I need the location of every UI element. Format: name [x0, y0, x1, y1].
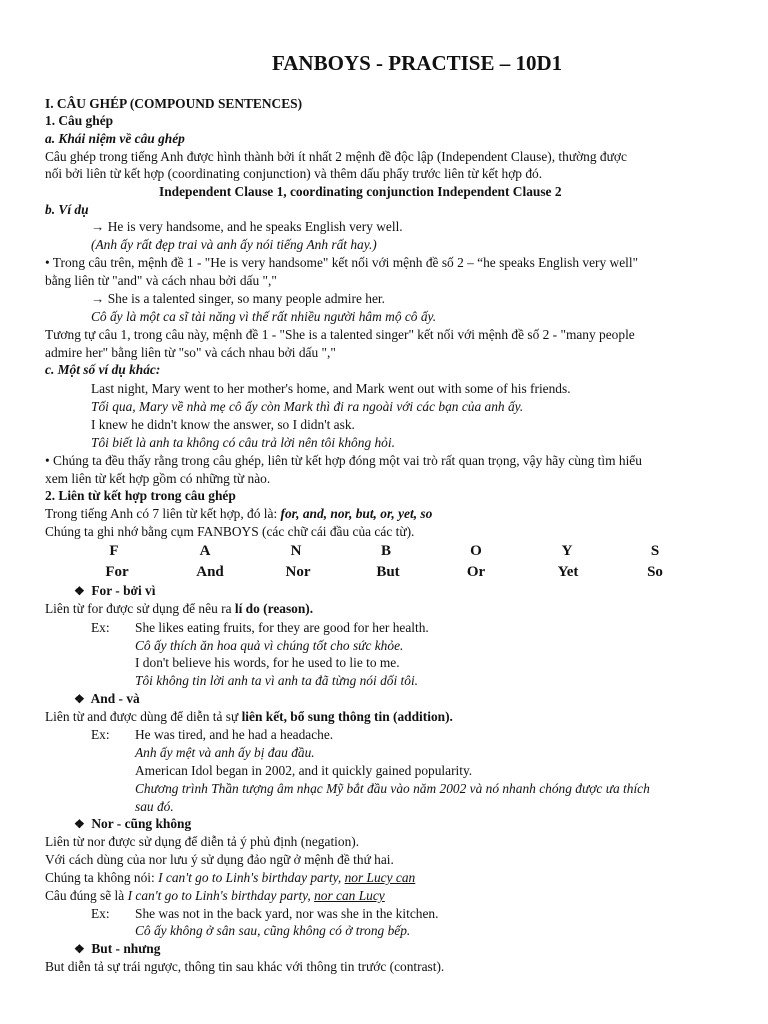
fanboys-letter: F — [109, 543, 119, 559]
ex-label: Ex: — [91, 727, 110, 742]
explanation-text: • Trong câu trên, mệnh đề 1 - "He is very handsome" kết nối với mệnh đề số 2 – “he speaks English very well" — [45, 255, 639, 270]
example-en: She likes eating fruits, for they are good for her health. — [135, 620, 429, 635]
fanboys-word: Nor — [285, 564, 311, 580]
nor-right-example — [45, 887, 385, 904]
conjunction-list — [45, 505, 432, 522]
ex-label: Ex: — [91, 906, 110, 921]
fanboys-letter: A — [199, 543, 211, 559]
diamond-bullet-icon: ❖ — [74, 942, 85, 956]
example-vi: sau đó. — [135, 799, 174, 814]
nor-wrong-example — [45, 869, 415, 886]
conjunction-intro: Trong tiếng Anh có 7 liên từ kết hợp, đó là: — [45, 506, 281, 521]
fanboys-word: But — [376, 564, 400, 580]
note-text: • Chúng ta đều thấy rằng trong câu ghép, liên từ kết hợp đóng một vai trò rất quan trọng, vậy hãy cùng tìm hiểu — [45, 453, 642, 468]
page-title: FANBOYS - PRACTISE – 10D1 — [272, 51, 563, 75]
example-vi: Cô ấy là một ca sĩ tài năng vì thế rất nhiều người hâm mộ cô ấy. — [91, 309, 437, 324]
and-heading-label: And - và — [90, 691, 140, 706]
fanboys-letter: N — [290, 543, 302, 559]
explanation-text: admire her" bằng liên từ "so" và cách nhau bởi dấu "," — [45, 345, 336, 360]
for-description — [45, 600, 313, 617]
and-desc-text: Liên từ and được dùng để diễn tả sự — [45, 709, 242, 724]
formula-text: Independent Clause 1, coordinating conjunction Independent Clause 2 — [159, 184, 562, 199]
for-heading-label: For - bởi vì — [91, 583, 156, 598]
example-vi: Tôi biết là anh ta không có câu trả lời nên tôi không hỏi. — [91, 435, 395, 450]
subsection-heading: 2. Liên từ kết hợp trong câu ghép — [45, 488, 236, 503]
example-en: → She is a talented singer, so many people admire her. — [91, 291, 385, 306]
explanation-text: Tương tự câu 1, trong câu này, mệnh đề 1 - "She is a talented singer" kết nối với mệnh đề số 2 - "many people — [45, 327, 635, 342]
diamond-bullet-icon: ❖ — [74, 817, 85, 831]
for-heading — [74, 582, 155, 600]
definition-text: Câu ghép trong tiếng Anh được hình thành bởi ít nhất 2 mệnh đề độc lập (Independent Clause), thường được — [45, 149, 627, 164]
example-en: American Idol began in 2002, and it quickly gained popularity. — [135, 763, 473, 778]
example-vi: Cô ấy không ở sân sau, cũng không có ở trong bếp. — [135, 923, 411, 938]
fanboys-letter: S — [650, 543, 660, 559]
and-heading — [74, 690, 140, 708]
example-en: She was not in the back yard, nor was she in the kitchen. — [135, 906, 439, 921]
subsection-label: b. Ví dụ — [45, 202, 89, 217]
fanboys-letter: O — [470, 543, 482, 559]
note-text: xem liên từ kết hợp gồm có những từ nào. — [45, 471, 271, 486]
nor-heading-label: Nor - cũng không — [91, 816, 192, 831]
nor-description: Với cách dùng của nor lưu ý sử dụng đảo ngữ ở mệnh đề thứ hai. — [45, 852, 394, 867]
example-vi: Tôi không tin lời anh ta vì anh ta đã từng nói dối tôi. — [135, 673, 419, 688]
fanboys-word: Yet — [557, 564, 579, 580]
example-en: Last night, Mary went to her mother's home, and Mark went out with some of his friends. — [91, 381, 571, 396]
fanboys-letter: Y — [561, 543, 573, 559]
example-vi: Anh ấy mệt và anh ấy bị đau đầu. — [135, 745, 315, 760]
nor-heading — [74, 815, 191, 833]
but-heading-label: But - nhưng — [91, 941, 161, 956]
diamond-bullet-icon: ❖ — [74, 692, 85, 706]
fanboys-word: Or — [466, 564, 486, 580]
example-vi: Chương trình Thần tượng âm nhạc Mỹ bắt đầu vào năm 2002 và nó nhanh chóng được ưa thích — [135, 781, 650, 796]
fanboys-letter: B — [380, 543, 391, 559]
but-description: But diễn tả sự trái ngược, thông tin sau khác với thông tin trước (contrast). — [45, 959, 445, 974]
explanation-text: bằng liên từ "and" và cách nhau bởi dấu "," — [45, 273, 277, 288]
example-vi: Cô ấy thích ăn hoa quả vì chúng tốt cho sức khỏe. — [135, 638, 404, 653]
definition-text: nối bởi liên từ kết hợp (coordinating conjunction) và thêm dấu phẩy trước liên từ kết hợp đó. — [45, 166, 543, 181]
for-desc-bold: lí do (reason). — [234, 601, 314, 616]
example-en: → He is very handsome, and he speaks English very well. — [91, 219, 403, 234]
fanboys-word: And — [196, 564, 224, 580]
nor-right-intro: Câu đúng sẽ là — [45, 888, 128, 903]
fanboys-word: For — [105, 564, 129, 580]
diamond-bullet-icon: ❖ — [74, 584, 85, 598]
for-desc-text: Liên từ for được sử dụng để nêu ra — [45, 601, 235, 616]
mnemonic-text: Chúng ta ghi nhớ bằng cụm FANBOYS (các chữ cái đầu của các từ). — [45, 524, 415, 539]
nor-description: Liên từ nor được sử dụng để diễn tả ý phủ định (negation). — [45, 834, 360, 849]
and-desc-bold: liên kết, bổ sung thông tin (addition). — [241, 709, 453, 724]
subsection-label: a. Khái niệm về câu ghép — [45, 131, 185, 146]
nor-wrong-sentence: I can't go to Linh's birthday party, — [158, 870, 345, 885]
nor-wrong-clause: nor Lucy can — [344, 870, 416, 885]
nor-right-sentence: I can't go to Linh's birthday party, — [127, 888, 315, 903]
fanboys-word: So — [647, 564, 663, 580]
but-heading — [74, 940, 160, 958]
example-en: He was tired, and he had a headache. — [135, 727, 334, 742]
example-en: I knew he didn't know the answer, so I didn't ask. — [91, 417, 355, 432]
conjunction-words: for, and, nor, but, or, yet, so — [280, 506, 433, 521]
ex-label: Ex: — [91, 620, 110, 635]
nor-right-clause: nor can Lucy — [314, 888, 385, 903]
subsection-heading: 1. Câu ghép — [45, 113, 114, 128]
example-vi: Tối qua, Mary về nhà mẹ cô ấy còn Mark thì đi ra ngoài với các bạn của anh ấy. — [91, 399, 524, 414]
section-heading: I. CÂU GHÉP (COMPOUND SENTENCES) — [45, 96, 303, 111]
and-description — [45, 708, 453, 725]
example-en: I don't believe his words, for he used to lie to me. — [135, 655, 400, 670]
nor-wrong-intro: Chúng ta không nói: — [45, 870, 159, 885]
subsection-label: c. Một số ví dụ khác: — [45, 362, 161, 377]
example-vi: (Anh ấy rất đẹp trai và anh ấy nói tiếng Anh rất hay.) — [91, 237, 377, 252]
